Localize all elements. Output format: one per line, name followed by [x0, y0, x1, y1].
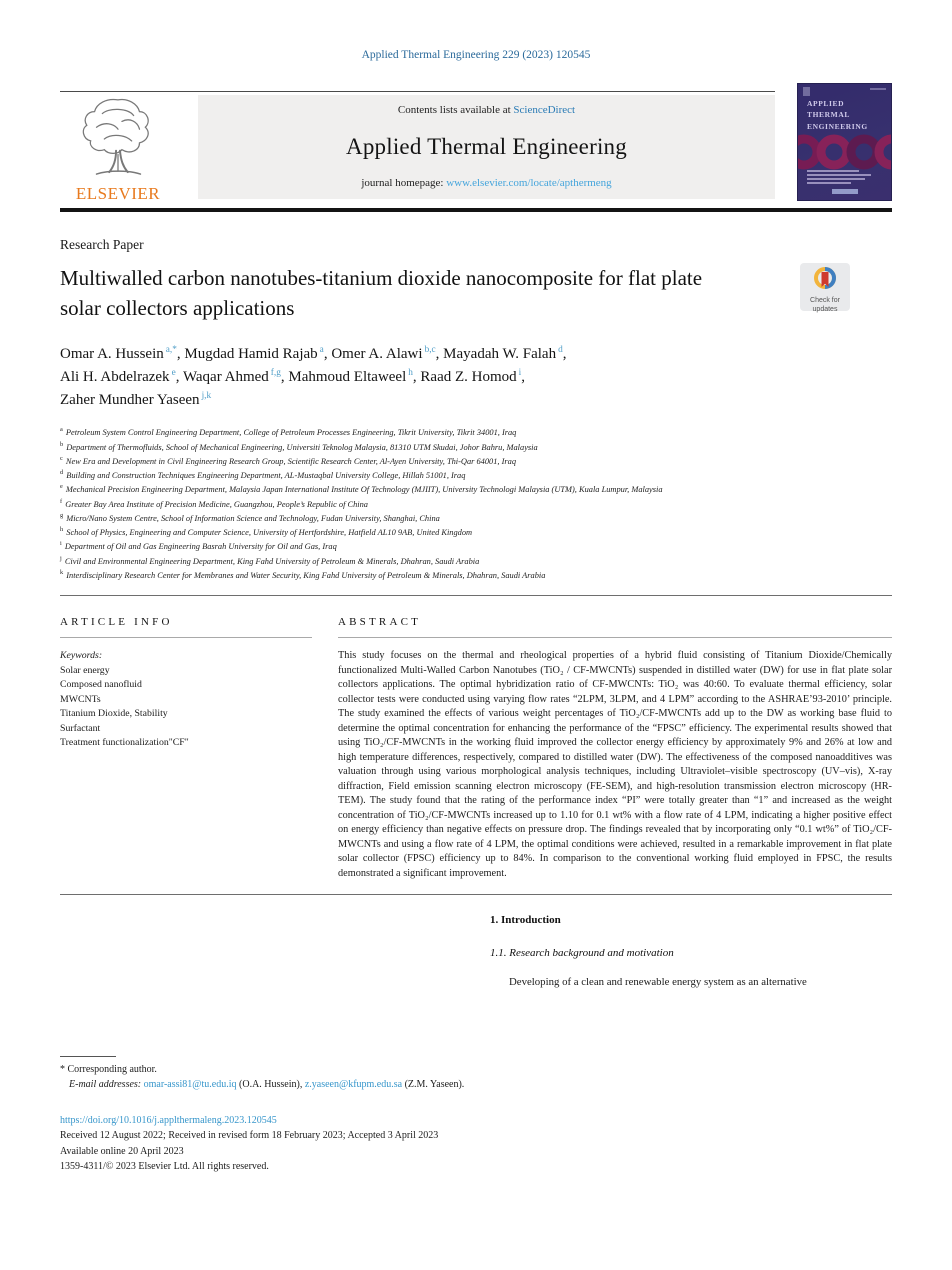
affiliation: $^e$ Mechanical Precision Engineering Department, Malaysia Japan International Institute Of Technology (MJIIT), University Technologi Malaysia (UTM), Kuala Lumpur, Malaysia — [60, 483, 663, 495]
cover-tree-icon — [803, 87, 810, 96]
check-updates-icon — [812, 266, 838, 297]
author: Mayadah W. Falah $^d$, — [443, 345, 567, 363]
author: Mahmoud Eltaweel $^h$, — [288, 367, 417, 385]
elsevier-logo — [60, 95, 176, 204]
elsevier-wordmark: ELSEVIER — [75, 184, 161, 203]
author-list — [60, 343, 892, 411]
cover-title-line3: ENGINEERING — [807, 121, 868, 131]
check-updates-label — [810, 297, 840, 315]
keywords-label: Keywords: — [60, 650, 103, 661]
introduction-column — [490, 914, 892, 988]
affiliation: $^h$ School of Physics, Engineering and Computer Science, University of Hertfordshire, Hatfield AL10 9AB, United Kingdom — [60, 526, 473, 537]
masthead-divider-bar — [60, 208, 892, 212]
cover-title-line1: APPLIED — [807, 99, 845, 108]
keyword: Surfactant — [60, 722, 101, 734]
title-row — [60, 263, 892, 323]
keyword: MWCNTs — [60, 693, 101, 705]
section-1-heading: 1. Introduction — [490, 914, 561, 927]
affiliation: $^a$ Petroleum System Control Engineering Department, College of Petroleum Processes Engineering, Tikrit University, Tikrit 34001, Iraq — [60, 426, 517, 438]
cover-editors-textlines — [807, 170, 871, 186]
article-title: Multiwalled carbon nanotubes-titanium dioxide nanocomposite for flat plate solar collectors applications — [60, 266, 703, 321]
affiliation: $^k$ Interdisciplinary Research Center for Membranes and Water Security, King Fahd University of Petroleum & Minerals, Dhahran, Saudi Arabia — [60, 568, 546, 580]
cover-journal-title — [807, 98, 868, 132]
affiliation: $^j$ Civil and Environmental Engineering Department, King Fahd University of Petroleum & Minerals, Dhahran, Saudi Arabia — [60, 554, 480, 566]
cover-title-line2: THERMAL — [807, 110, 850, 120]
author: Zaher Mundher Yaseen $^{j,k}$ — [60, 390, 212, 408]
author: Omar A. Hussein $^{a,*}$, — [60, 345, 181, 363]
homepage-prefix: journal homepage: — [361, 177, 447, 189]
journal-title: Applied Thermal Engineering — [346, 133, 627, 159]
affiliation: $^d$ Building and Construction Techniques Engineering Department, AL-Mustaqbal University College, Hillah 51001, Iraq — [60, 469, 466, 480]
article-info-column — [60, 616, 312, 881]
author-line-3 — [60, 389, 892, 412]
author: Waqar Ahmed $^{f,g}$, — [182, 367, 285, 385]
abstract-rule — [338, 637, 892, 638]
masthead — [60, 91, 892, 204]
article-type-label: Research Paper — [60, 237, 144, 252]
email-link-hussein[interactable]: omar-assi81@tu.edu.iq — [143, 1079, 237, 1090]
available-online-line: Available online 20 April 2023 — [60, 1145, 184, 1157]
author-line-2 — [60, 366, 892, 389]
email-link-yaseen[interactable]: z.yaseen@kfupm.edu.sa — [304, 1079, 403, 1090]
affiliation: $^i$ Department of Oil and Gas Engineering Basrah University for Oil and Gas, Iraq — [60, 540, 337, 552]
author: Ali H. Abdelrazek $^e$, — [60, 367, 180, 385]
keyword: Composed nanofluid — [60, 679, 142, 691]
article-info-rule — [60, 637, 312, 638]
footnote-rule — [60, 1056, 116, 1057]
keyword: Treatment functionalization"CF" — [60, 737, 189, 749]
affiliation: $^b$ Department of Thermofluids, School of Mechanical Engineering, Universiti Teknolog Malaysia, 81310 UTM Skudai, Johor Bahru, Malaysia — [60, 440, 538, 452]
section-1-1-heading: 1.1. Research background and motivation — [490, 947, 674, 960]
info-abstract-section — [60, 596, 892, 894]
journal-cover-thumbnail — [797, 83, 892, 201]
cover-publisher-mark — [832, 189, 858, 194]
abstract-column — [338, 616, 892, 881]
author-line-1 — [60, 343, 892, 366]
email2-attribution: (Z.M. Yaseen). — [404, 1079, 465, 1090]
article-info-heading: ARTICLE INFO — [60, 616, 173, 628]
running-head-citation: Applied Thermal Engineering 229 (2023) 120545 — [361, 49, 591, 61]
contents-prefix: Contents lists available at — [397, 104, 514, 116]
contents-line — [398, 104, 575, 116]
check-updates-label-line2: updates — [812, 305, 838, 313]
doi-link[interactable]: https://doi.org/10.1016/j.applthermaleng.2023.120545 — [60, 1115, 277, 1126]
email-addresses-line — [60, 1079, 680, 1090]
corresponding-author-footnote — [60, 1056, 680, 1090]
keyword: Titanium Dioxide, Stability — [60, 708, 168, 720]
keyword: Solar energy — [60, 664, 110, 676]
issn-copyright-line: 1359-4311/© 2023 Elsevier Ltd. All rights reserved. — [60, 1161, 269, 1173]
elsevier-tree-icon — [78, 96, 158, 183]
check-for-updates-badge[interactable] — [800, 263, 850, 311]
corresponding-author-line: * Corresponding author. — [60, 1064, 157, 1075]
homepage-line — [361, 177, 611, 189]
masthead-banner-group — [60, 91, 775, 204]
article-imprint — [60, 1113, 438, 1175]
email1-attribution: (O.A. Hussein), — [239, 1079, 303, 1090]
abstract-heading: ABSTRACT — [338, 616, 422, 628]
author: Omer A. Alawi $^{b,c}$, — [331, 345, 440, 363]
journal-homepage-link[interactable]: www.elsevier.com/locate/apthermeng — [446, 177, 612, 189]
received-dates-line: Received 12 August 2022; Received in revised form 18 February 2023; Accepted 3 April 2023 — [60, 1130, 439, 1142]
email-label: E-mail addresses: — [69, 1079, 142, 1090]
journal-banner — [198, 95, 775, 199]
sciencedirect-link[interactable]: ScienceDirect — [513, 104, 576, 116]
body-paragraph: Developing of a clean and renewable energy system as an alternative — [509, 976, 807, 989]
author: Raad Z. Homod $^i$, — [420, 367, 525, 385]
affiliation: $^g$ Micro/Nano System Centre, School of Information Science and Technology, Fudan University, Shanghai, China — [60, 511, 440, 523]
check-updates-label-line1: Check for — [810, 297, 840, 304]
cover-volume-mark — [870, 88, 886, 90]
abstract-text: This study focuses on the thermal and rheological properties of a hybrid fluid consisting of Titanium Dioxide/Chemically functionalized Multi-Walled Carbon Nanotubes (TiO₂ / CF-MWCNTs) suspended in distilled water (DW) for use in flat plate solar collectors applications. The optimal hybridization ratio of CF-MWCNTs: TiO₂ was 40:60. To evaluate thermal efficiency, solar collector tests were conducted using varying flow rates “2LPM, 3LPM, and 4 LPM” according to the ASHRAE’93-2010’ principle. The study examined the effects of various weight percentages of TiO₂/CF-MWCNTs add up to the DW as working base fluid to determine the optimal concentration for enhancing the performance of the “FPSC” efficiency. The experimental results showed that using TiO₂/CF-MWCNTs in the working fluid improved the collector energy efficiency by approximately 9% and 26% at low and high temperature differences, respectively, compared to distilled water (DW). The effectiveness of the composed nanoadditives was valuation through using various morphological analysis techniques, including Ultraviolet–visible spectroscopy (UV–vis), X-ray diffraction, Field emission scanning electron microscopy (FE-SEM), and high-resolution transmission electron microscopy (HR-TEM). The study found that the rating of the performance index “PI” were totally greater than “1” and increased as the weight concentration of TiO₂/CF-MWCNTs increased up to 1.10 for 0.1 wt% with a flow rate of 4 LPM, indicating a higher positive effect on energy efficiency than negative effects on pressure drop. The findings revealed that by incorporating only “0.1 wt%” of TiO₂/CF-MWCNTs and using a flow rate of 4 LPM, the optimal conditions were achieved, resulted in a remarkable improvement in flat plate solar collector (FPSC) efficiency up to 84%. In comparison to the conventional working fluid employed in FPSC, the results demonstrated a significant improvement. — [338, 650, 892, 879]
affiliation-list — [60, 425, 892, 582]
author: Mugdad Hamid Rajab $^a$, — [184, 345, 328, 363]
affiliation: $^c$ New Era and Development in Civil Engineering Research Group, Scientific Research Center, Al-Ayen University, Thi-Qar 64001, Iraq — [60, 454, 517, 466]
body-columns — [60, 895, 892, 1017]
affiliation: $^f$ Greater Bay Area Institute of Precision Medicine, Guangzhou, People’s Republic of China — [60, 497, 368, 509]
